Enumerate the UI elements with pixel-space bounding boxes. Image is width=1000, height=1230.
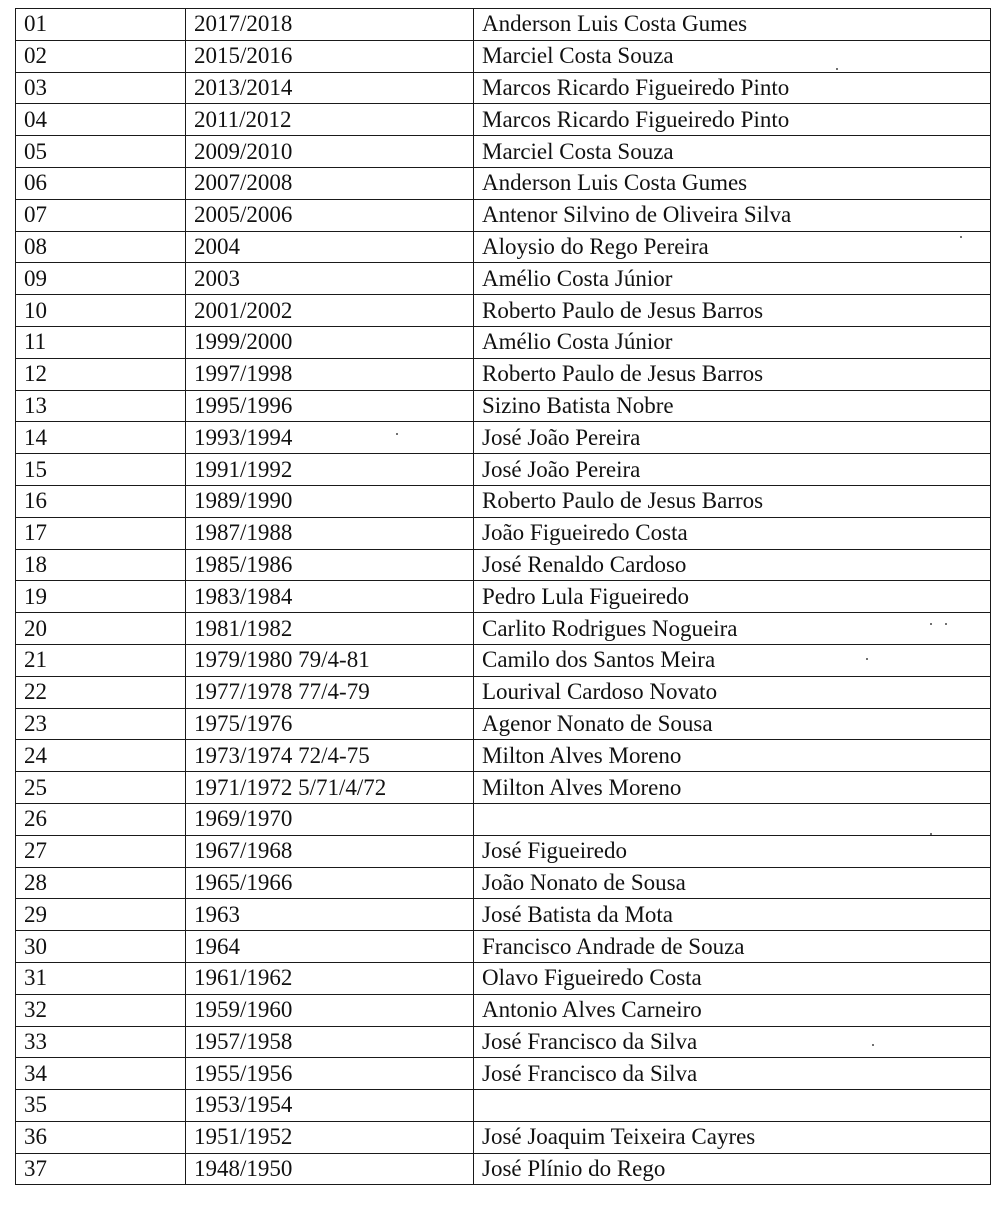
- table-row: [16, 803, 991, 835]
- name-cell: Milton Alves Moreno: [474, 740, 991, 772]
- period-cell: 1975/1976: [186, 708, 474, 740]
- row-number-cell: 10: [16, 295, 186, 327]
- scan-speck: [836, 68, 838, 70]
- name-cell: José Figueiredo: [474, 835, 991, 867]
- row-number-cell: 21: [16, 644, 186, 676]
- row-number-cell: 09: [16, 263, 186, 295]
- name-cell: Marcos Ricardo Figueiredo Pinto: [474, 104, 991, 136]
- row-number-cell: 29: [16, 899, 186, 931]
- row-number-cell: 36: [16, 1121, 186, 1153]
- name-cell: José Batista da Mota: [474, 899, 991, 931]
- table-row: [16, 167, 991, 199]
- table-row: [16, 485, 991, 517]
- period-cell: 2001/2002: [186, 295, 474, 327]
- row-number-cell: 28: [16, 867, 186, 899]
- period-cell: 2003: [186, 263, 474, 295]
- table-row: [16, 1058, 991, 1090]
- table-row: [16, 931, 991, 963]
- table-row: [16, 390, 991, 422]
- scan-speck: [930, 833, 932, 835]
- row-number-cell: 08: [16, 231, 186, 263]
- period-cell: 1957/1958: [186, 1026, 474, 1058]
- table-row: [16, 40, 991, 72]
- period-cell: 1987/1988: [186, 517, 474, 549]
- period-cell: 1997/1998: [186, 358, 474, 390]
- table-row: [16, 454, 991, 486]
- row-number-cell: 25: [16, 772, 186, 804]
- scan-speck: [396, 433, 398, 435]
- row-number-cell: 19: [16, 581, 186, 613]
- row-number-cell: 11: [16, 326, 186, 358]
- table-row: [16, 772, 991, 804]
- table-row: [16, 644, 991, 676]
- name-cell: Marciel Costa Souza: [474, 136, 991, 168]
- period-cell: 2007/2008: [186, 167, 474, 199]
- row-number-cell: 07: [16, 199, 186, 231]
- mandates-table: [15, 8, 991, 1185]
- period-cell: 1977/1978 77/4-79: [186, 676, 474, 708]
- name-cell: José João Pereira: [474, 454, 991, 486]
- scan-speck: [960, 236, 962, 238]
- table-row: [16, 295, 991, 327]
- row-number-cell: 23: [16, 708, 186, 740]
- name-cell: Pedro Lula Figueiredo: [474, 581, 991, 613]
- table-row: [16, 422, 991, 454]
- period-cell: 1973/1974 72/4-75: [186, 740, 474, 772]
- row-number-cell: 22: [16, 676, 186, 708]
- row-number-cell: 16: [16, 485, 186, 517]
- table-row: [16, 1153, 991, 1185]
- table-row: [16, 1026, 991, 1058]
- name-cell: José João Pereira: [474, 422, 991, 454]
- row-number-cell: 15: [16, 454, 186, 486]
- period-cell: 2017/2018: [186, 9, 474, 41]
- period-cell: 1993/1994: [186, 422, 474, 454]
- table-row: [16, 1090, 991, 1122]
- name-cell: Antonio Alves Carneiro: [474, 994, 991, 1026]
- table-row: [16, 136, 991, 168]
- table-row: [16, 326, 991, 358]
- name-cell: José Francisco da Silva: [474, 1058, 991, 1090]
- name-cell: Camilo dos Santos Meira: [474, 644, 991, 676]
- table-row: [16, 676, 991, 708]
- period-cell: 2011/2012: [186, 104, 474, 136]
- period-cell: 1991/1992: [186, 454, 474, 486]
- name-cell: Roberto Paulo de Jesus Barros: [474, 485, 991, 517]
- scan-speck: [866, 658, 868, 660]
- table-row: [16, 199, 991, 231]
- table-row: [16, 549, 991, 581]
- name-cell: [474, 1090, 991, 1122]
- name-cell: Amélio Costa Júnior: [474, 326, 991, 358]
- table-row: [16, 581, 991, 613]
- table-row: [16, 994, 991, 1026]
- name-cell: Anderson Luis Costa Gumes: [474, 9, 991, 41]
- name-cell: Roberto Paulo de Jesus Barros: [474, 358, 991, 390]
- name-cell: Anderson Luis Costa Gumes: [474, 167, 991, 199]
- row-number-cell: 18: [16, 549, 186, 581]
- name-cell: José Joaquim Teixeira Cayres: [474, 1121, 991, 1153]
- row-number-cell: 06: [16, 167, 186, 199]
- name-cell: Milton Alves Moreno: [474, 772, 991, 804]
- table-row: [16, 613, 991, 645]
- period-cell: 1999/2000: [186, 326, 474, 358]
- row-number-cell: 13: [16, 390, 186, 422]
- period-cell: 1989/1990: [186, 485, 474, 517]
- row-number-cell: 20: [16, 613, 186, 645]
- period-cell: 1961/1962: [186, 962, 474, 994]
- row-number-cell: 27: [16, 835, 186, 867]
- name-cell: Marciel Costa Souza: [474, 40, 991, 72]
- row-number-cell: 24: [16, 740, 186, 772]
- name-cell: Amélio Costa Júnior: [474, 263, 991, 295]
- mandates-table-body: [16, 9, 991, 1185]
- name-cell: José Renaldo Cardoso: [474, 549, 991, 581]
- period-cell: 1965/1966: [186, 867, 474, 899]
- period-cell: 1981/1982: [186, 613, 474, 645]
- name-cell: Carlito Rodrigues Nogueira: [474, 613, 991, 645]
- table-row: [16, 708, 991, 740]
- name-cell: José Francisco da Silva: [474, 1026, 991, 1058]
- period-cell: 1979/1980 79/4-81: [186, 644, 474, 676]
- period-cell: 1959/1960: [186, 994, 474, 1026]
- row-number-cell: 03: [16, 72, 186, 104]
- table-row: [16, 835, 991, 867]
- scan-speck: [945, 623, 947, 625]
- row-number-cell: 02: [16, 40, 186, 72]
- period-cell: 1963: [186, 899, 474, 931]
- period-cell: 1951/1952: [186, 1121, 474, 1153]
- row-number-cell: 26: [16, 803, 186, 835]
- period-cell: 1971/1972 5/71/4/72: [186, 772, 474, 804]
- row-number-cell: 34: [16, 1058, 186, 1090]
- name-cell: Francisco Andrade de Souza: [474, 931, 991, 963]
- table-row: [16, 72, 991, 104]
- row-number-cell: 31: [16, 962, 186, 994]
- row-number-cell: 32: [16, 994, 186, 1026]
- period-cell: 1967/1968: [186, 835, 474, 867]
- name-cell: [474, 803, 991, 835]
- period-cell: 2005/2006: [186, 199, 474, 231]
- table-row: [16, 358, 991, 390]
- name-cell: Olavo Figueiredo Costa: [474, 962, 991, 994]
- name-cell: João Figueiredo Costa: [474, 517, 991, 549]
- name-cell: Agenor Nonato de Sousa: [474, 708, 991, 740]
- table-row: [16, 899, 991, 931]
- period-cell: 1985/1986: [186, 549, 474, 581]
- table-row: [16, 517, 991, 549]
- row-number-cell: 12: [16, 358, 186, 390]
- table-row: [16, 104, 991, 136]
- period-cell: 1983/1984: [186, 581, 474, 613]
- period-cell: 1995/1996: [186, 390, 474, 422]
- row-number-cell: 01: [16, 9, 186, 41]
- table-row: [16, 231, 991, 263]
- name-cell: Lourival Cardoso Novato: [474, 676, 991, 708]
- row-number-cell: 14: [16, 422, 186, 454]
- row-number-cell: 04: [16, 104, 186, 136]
- period-cell: 2015/2016: [186, 40, 474, 72]
- row-number-cell: 33: [16, 1026, 186, 1058]
- period-cell: 1969/1970: [186, 803, 474, 835]
- row-number-cell: 05: [16, 136, 186, 168]
- period-cell: 2013/2014: [186, 72, 474, 104]
- table-row: [16, 263, 991, 295]
- scan-speck: [872, 1044, 874, 1046]
- period-cell: 1964: [186, 931, 474, 963]
- row-number-cell: 37: [16, 1153, 186, 1185]
- row-number-cell: 17: [16, 517, 186, 549]
- table-row: [16, 1121, 991, 1153]
- period-cell: 2009/2010: [186, 136, 474, 168]
- name-cell: Antenor Silvino de Oliveira Silva: [474, 199, 991, 231]
- table-row: [16, 9, 991, 41]
- scan-speck: [930, 623, 932, 625]
- table-row: [16, 962, 991, 994]
- table-row: [16, 867, 991, 899]
- period-cell: 1953/1954: [186, 1090, 474, 1122]
- name-cell: José Plínio do Rego: [474, 1153, 991, 1185]
- row-number-cell: 30: [16, 931, 186, 963]
- name-cell: João Nonato de Sousa: [474, 867, 991, 899]
- period-cell: 1955/1956: [186, 1058, 474, 1090]
- name-cell: Marcos Ricardo Figueiredo Pinto: [474, 72, 991, 104]
- name-cell: Sizino Batista Nobre: [474, 390, 991, 422]
- period-cell: 1948/1950: [186, 1153, 474, 1185]
- name-cell: Aloysio do Rego Pereira: [474, 231, 991, 263]
- period-cell: 2004: [186, 231, 474, 263]
- table-row: [16, 740, 991, 772]
- row-number-cell: 35: [16, 1090, 186, 1122]
- name-cell: Roberto Paulo de Jesus Barros: [474, 295, 991, 327]
